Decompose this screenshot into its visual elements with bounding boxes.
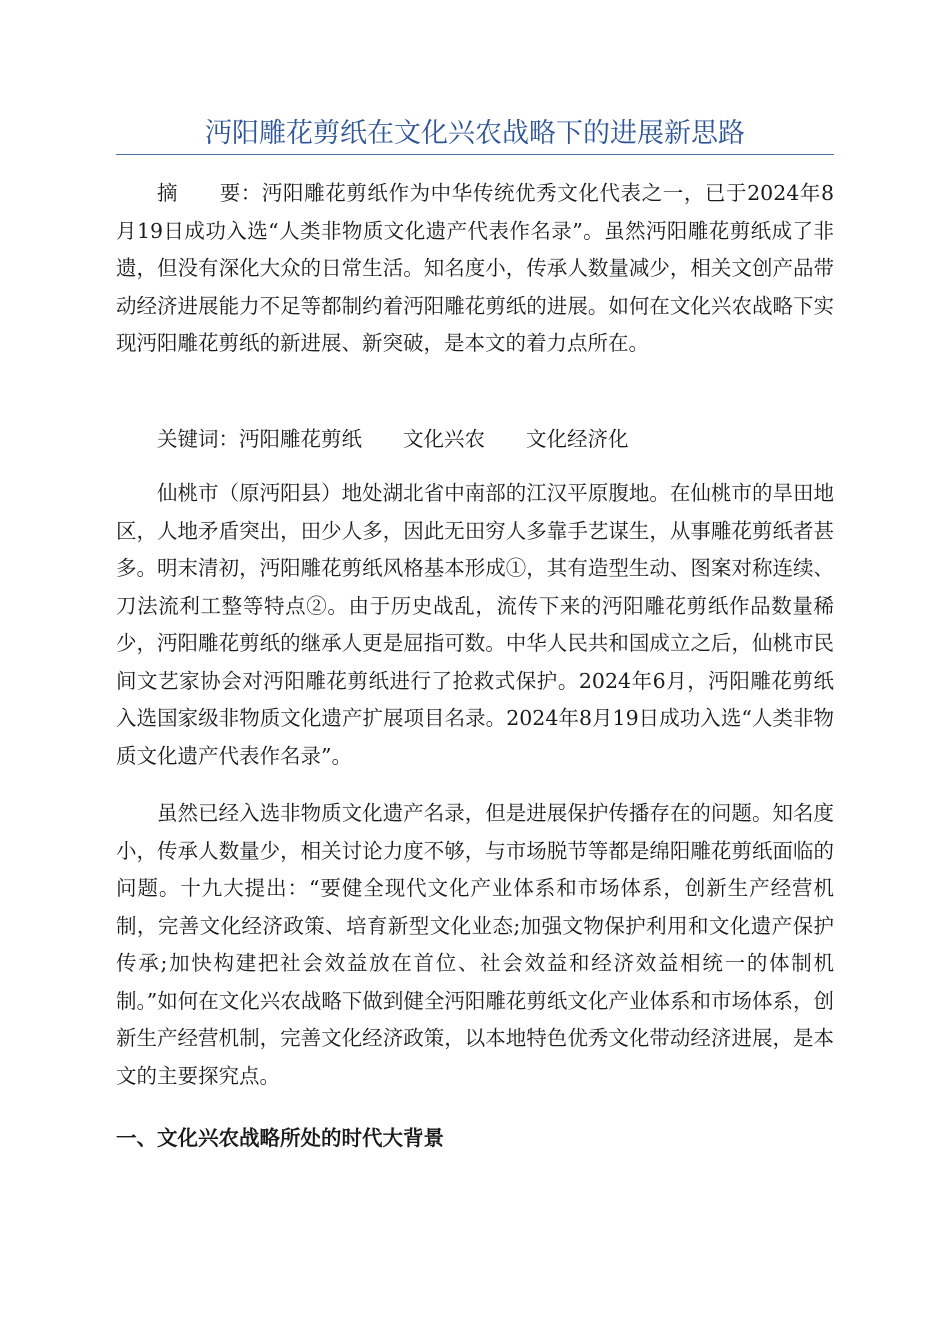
title-underline <box>116 154 834 155</box>
keywords-label: 关键词： <box>157 427 239 451</box>
keywords-line <box>116 421 834 459</box>
keyword-1: 沔阳雕花剪纸 <box>239 427 362 451</box>
document-title: 沔阳雕花剪纸在文化兴农战略下的进展新思路 <box>205 118 745 149</box>
abstract-text: 沔阳雕花剪纸作为中华传统优秀文化代表之一，已于2024年8月19日成功入选“人类非物质文化遗产代表作名录”。虽然沔阳雕花剪纸成了非遗，但没有深化大众的日常生活。知名度小，传承人数量减少，相关文创产品带动经济进展能力不足等都制约着沔阳雕花剪纸的进展。如何在文化兴农战略下实现沔阳雕花剪纸的新进展、新突破，是本文的着力点所在。 <box>116 181 835 355</box>
abstract-label-first: 摘 <box>157 181 179 205</box>
body-paragraph-1: 仙桃市（原沔阳县）地处湖北省中南部的江汉平原腹地。在仙桃市的旱田地区，人地矛盾突出，田少人多，因此无田穷人多靠手艺谋生，从事雕花剪纸者甚多。明末清初，沔阳雕花剪纸风格基本形成①，其有造型生动、图案对称连续、刀法流利工整等特点②。由于历史战乱，流传下来的沔阳雕花剪纸作品数量稀少，沔阳雕花剪纸的继承人更是屈指可数。中华人民共和国成立之后，仙桃市民间文艺家协会对沔阳雕花剪纸进行了抢救式保护。2024年6月，沔阳雕花剪纸入选国家级非物质文化遗产扩展项目名录。2024年8月19日成功入选“人类非物质文化遗产代表作名录”。 <box>116 481 834 768</box>
section-heading: 一、文化兴农战略所处的时代大背景 <box>116 1126 444 1150</box>
keyword-2: 文化兴农 <box>403 427 485 451</box>
abstract-paragraph <box>116 175 834 363</box>
body-paragraph-2: 虽然已经入选非物质文化遗产名录，但是进展保护传播存在的问题。知名度小，传承人数量少，相关讨论力度不够，与市场脱节等都是绵阳雕花剪纸面临的问题。十九大提出：“要健全现代文化产业体系和市场体系，创新生产经营机制，完善文化经济政策、培育新型文化业态;加强文物保护利用和文化遗产保护传承;加快构建把社会效益放在首位、社会效益和经济效益相统一的体制机制。”如何在文化兴农战略下做到健全沔阳雕花剪纸文化产业体系和市场体系，创新生产经营机制，完善文化经济政策，以本地特色优秀文化带动经济进展，是本文的主要探究点。 <box>116 801 834 1088</box>
keyword-3: 文化经济化 <box>526 427 629 451</box>
abstract-label-second: 要： <box>219 181 262 205</box>
